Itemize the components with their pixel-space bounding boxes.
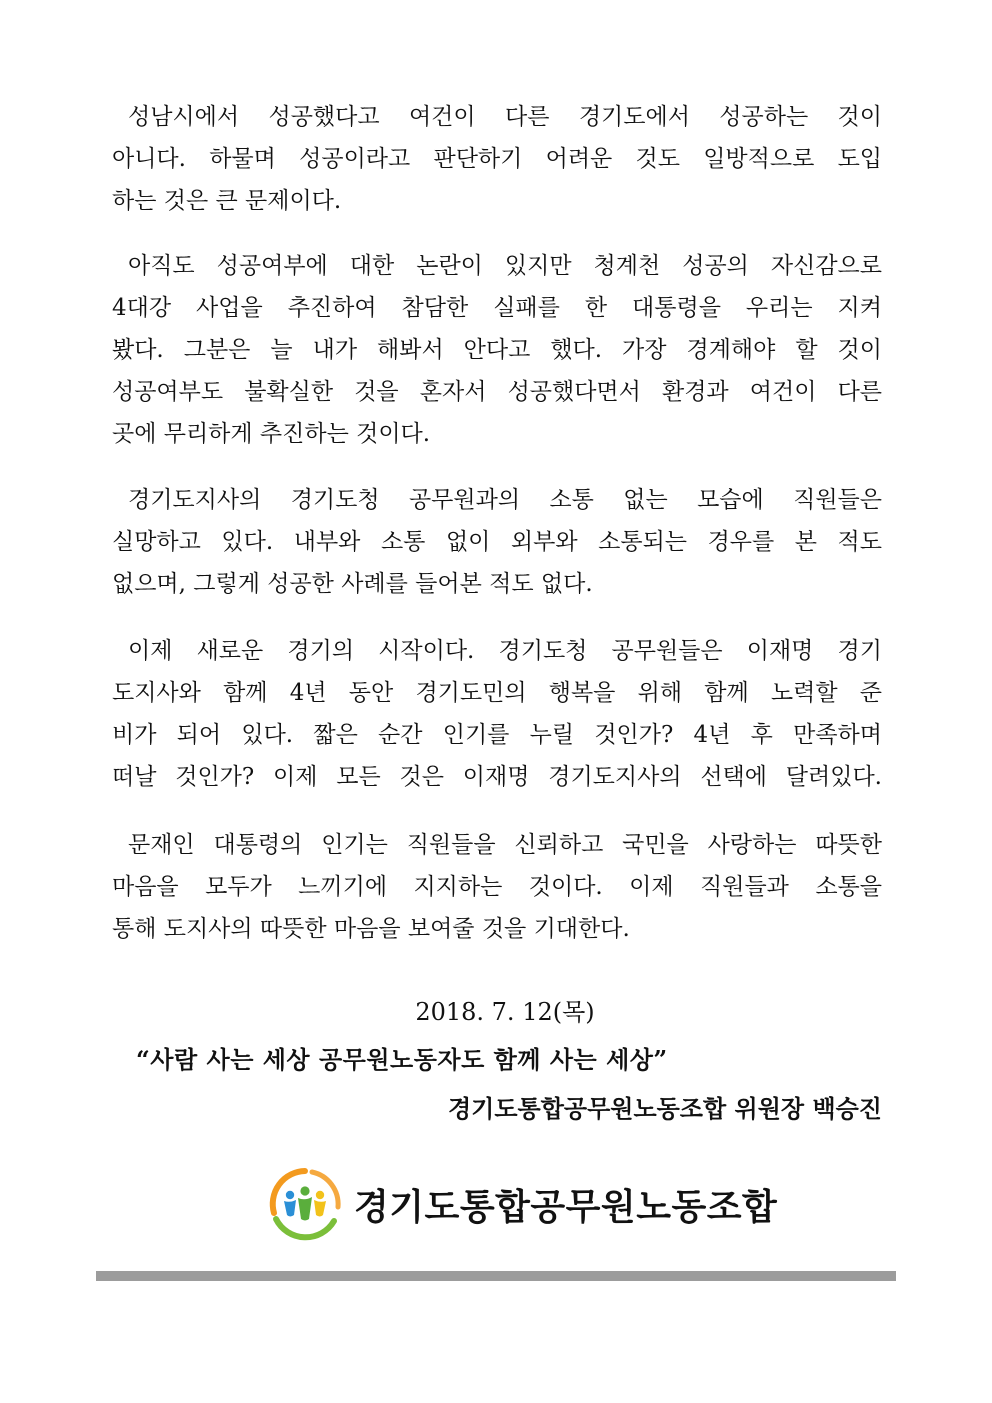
people-figures-logo-icon bbox=[268, 1167, 342, 1241]
union-slogan: “사람 사는 세상 공무원노동자도 함께 사는 세상” bbox=[136, 1045, 668, 1074]
paragraph-line: 아니다. 하물며 성공이라고 판단하기 어려운 것도 일방적으로 도입 bbox=[112, 146, 882, 172]
body-paragraph-3 bbox=[112, 479, 882, 605]
paragraph-line: 4대강 사업을 추진하여 참담한 실패를 한 대통령을 우리는 지켜 bbox=[112, 295, 882, 321]
paragraph-line: 마음을 모두가 느끼기에 지지하는 것이다. 이제 직원들과 소통을 bbox=[112, 874, 882, 900]
statement-date: 2018. 7. 12(목) bbox=[415, 998, 595, 1026]
paragraph-line: 하는 것은 큰 문제이다. bbox=[112, 188, 342, 214]
body-paragraph-1 bbox=[112, 96, 882, 222]
signature-line: 경기도통합공무원노동조합 위원장 백승진 bbox=[447, 1094, 882, 1123]
paragraph-line: 경기도지사의 경기도청 공무원과의 소통 없는 모습에 직원들은 bbox=[128, 487, 882, 513]
paragraph-line: 아직도 성공여부에 대한 논란이 있지만 청계천 성공의 자신감으로 bbox=[128, 253, 882, 279]
body-paragraph-5 bbox=[112, 824, 882, 950]
paragraph-line: 없으며, 그렇게 성공한 사례를 들어본 적도 없다. bbox=[112, 571, 593, 597]
paragraph-line: 실망하고 있다. 내부와 소통 없이 외부와 소통되는 경우를 본 적도 bbox=[112, 529, 882, 555]
paragraph-line: 봤다. 그분은 늘 내가 해봐서 안다고 했다. 가장 경계해야 할 것이 bbox=[112, 337, 882, 363]
footer-divider-bar bbox=[96, 1271, 896, 1281]
union-logo-text: 경기도통합공무원노동조합 bbox=[354, 1186, 778, 1228]
paragraph-line: 문재인 대통령의 인기는 직원들을 신뢰하고 국민을 사랑하는 따뜻한 bbox=[128, 832, 882, 858]
paragraph-line: 이제 새로운 경기의 시작이다. 경기도청 공무원들은 이재명 경기 bbox=[128, 638, 882, 664]
paragraph-line: 통해 도지사의 따뜻한 마음을 보여줄 것을 기대한다. bbox=[112, 916, 630, 942]
paragraph-line: 성남시에서 성공했다고 여건이 다른 경기도에서 성공하는 것이 bbox=[128, 104, 882, 130]
body-paragraph-4 bbox=[112, 630, 882, 798]
paragraph-line: 성공여부도 불확실한 것을 혼자서 성공했다면서 환경과 여건이 다른 bbox=[112, 379, 882, 405]
paragraph-line: 도지사와 함께 4년 동안 경기도민의 행복을 위해 함께 노력할 준 bbox=[112, 680, 882, 706]
body-paragraph-2 bbox=[112, 245, 882, 455]
paragraph-line: 곳에 무리하게 추진하는 것이다. bbox=[112, 421, 431, 447]
paragraph-line: 떠날 것인가? 이제 모든 것은 이재명 경기도지사의 선택에 달려있다. bbox=[112, 764, 882, 790]
paragraph-line: 비가 되어 있다. 짧은 순간 인기를 누릴 것인가? 4년 후 만족하며 bbox=[112, 722, 882, 748]
union-logo bbox=[268, 1167, 777, 1241]
